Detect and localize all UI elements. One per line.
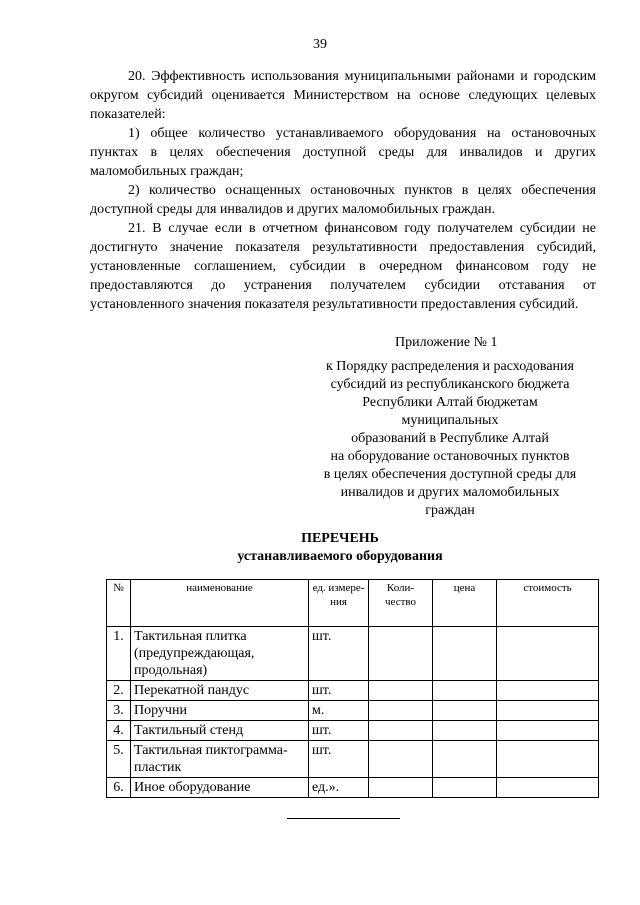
row-cost	[497, 701, 599, 721]
appendix-line: субсидий из республиканского бюджета	[330, 377, 570, 392]
row-num: 3.	[107, 701, 131, 721]
row-qty	[369, 681, 433, 701]
appendix-line: в целях обеспечения доступной среды для	[323, 467, 577, 482]
appendix-line: образований в Республике Алтай	[351, 431, 549, 446]
table-header-row	[107, 580, 599, 627]
header-num: №	[107, 580, 131, 627]
paragraph-21: 21. В случае если в отчетном финансовом году получателем субсидии не достигнуто значение показателя результативности предоставления субсидий, установленные соглашением, субсидии в очередном финансовом году не предоставляются до устранения получателем субсидии отставания от установленного значения показателя результативности предоставления субсидий.	[90, 221, 596, 312]
table-row	[107, 721, 599, 741]
table-row	[107, 681, 599, 701]
paragraph-20: 20. Эффективность использования муниципальными районами и городским округом субсидий оценивается Министерством на основе следующих целевых показателей:	[90, 69, 596, 122]
table-row	[107, 701, 599, 721]
row-price	[433, 627, 497, 681]
list-title-line-2: устанавливаемого оборудования	[237, 549, 443, 564]
row-unit: шт.	[309, 741, 369, 778]
row-cost	[497, 721, 599, 741]
footer-divider	[287, 818, 400, 819]
row-qty	[369, 741, 433, 778]
header-name: наименование	[131, 580, 309, 627]
equipment-table	[106, 579, 599, 798]
row-qty	[369, 721, 433, 741]
appendix-line: Республики Алтай бюджетам	[362, 395, 538, 410]
row-qty	[369, 627, 433, 681]
paragraph-indicator-1: 1) общее количество устанавливаемого оборудования на остановочных пунктах в целях обеспечения доступной среды для инвалидов и других маломобильных граждан;	[90, 126, 596, 179]
row-price	[433, 721, 497, 741]
row-cost	[497, 778, 599, 798]
row-price	[433, 778, 497, 798]
row-name: Тактильная пиктограмма-пластик	[131, 741, 309, 778]
body-text	[90, 67, 596, 314]
row-cost	[497, 627, 599, 681]
page-number: 39	[313, 37, 327, 52]
appendix-line: инвалидов и других маломобильных	[340, 485, 560, 500]
row-num: 1.	[107, 627, 131, 681]
row-num: 6.	[107, 778, 131, 798]
appendix-line: муниципальных	[401, 413, 499, 428]
paragraph-indicator-2: 2) количество оснащенных остановочных пунктов в целях обеспечения доступной среды для инвалидов и других маломобильных граждан.	[90, 183, 596, 217]
row-cost	[497, 741, 599, 778]
row-num: 5.	[107, 741, 131, 778]
row-num: 4.	[107, 721, 131, 741]
table-row	[107, 741, 599, 778]
table-row	[107, 778, 599, 798]
list-title	[0, 530, 640, 566]
row-price	[433, 701, 497, 721]
row-qty	[369, 701, 433, 721]
row-qty	[369, 778, 433, 798]
row-unit: шт.	[309, 681, 369, 701]
appendix-title: Приложение № 1	[395, 335, 498, 350]
row-price	[433, 741, 497, 778]
row-unit: шт.	[309, 721, 369, 741]
appendix-line: к Порядку распределения и расходования	[326, 359, 574, 374]
list-title-line-1: ПЕРЕЧЕНЬ	[301, 531, 379, 546]
row-price	[433, 681, 497, 701]
appendix-line: на оборудование остановочных пунктов	[330, 449, 570, 464]
header-unit: ед. измере-ния	[309, 580, 369, 627]
header-cost: стоимость	[497, 580, 599, 627]
row-unit: шт.	[309, 627, 369, 681]
row-name: Тактильная плитка (предупреждающая, продольная)	[131, 627, 309, 681]
header-qty: Коли-чество	[369, 580, 433, 627]
appendix-description	[300, 358, 600, 520]
row-name: Поручни	[131, 701, 309, 721]
appendix-line: граждан	[425, 503, 475, 518]
row-num: 2.	[107, 681, 131, 701]
row-name: Иное оборудование	[131, 778, 309, 798]
row-cost	[497, 681, 599, 701]
table-row	[107, 627, 599, 681]
row-unit: м.	[309, 701, 369, 721]
row-unit: ед.».	[309, 778, 369, 798]
row-name: Тактильный стенд	[131, 721, 309, 741]
row-name: Перекатной пандус	[131, 681, 309, 701]
header-price: цена	[433, 580, 497, 627]
